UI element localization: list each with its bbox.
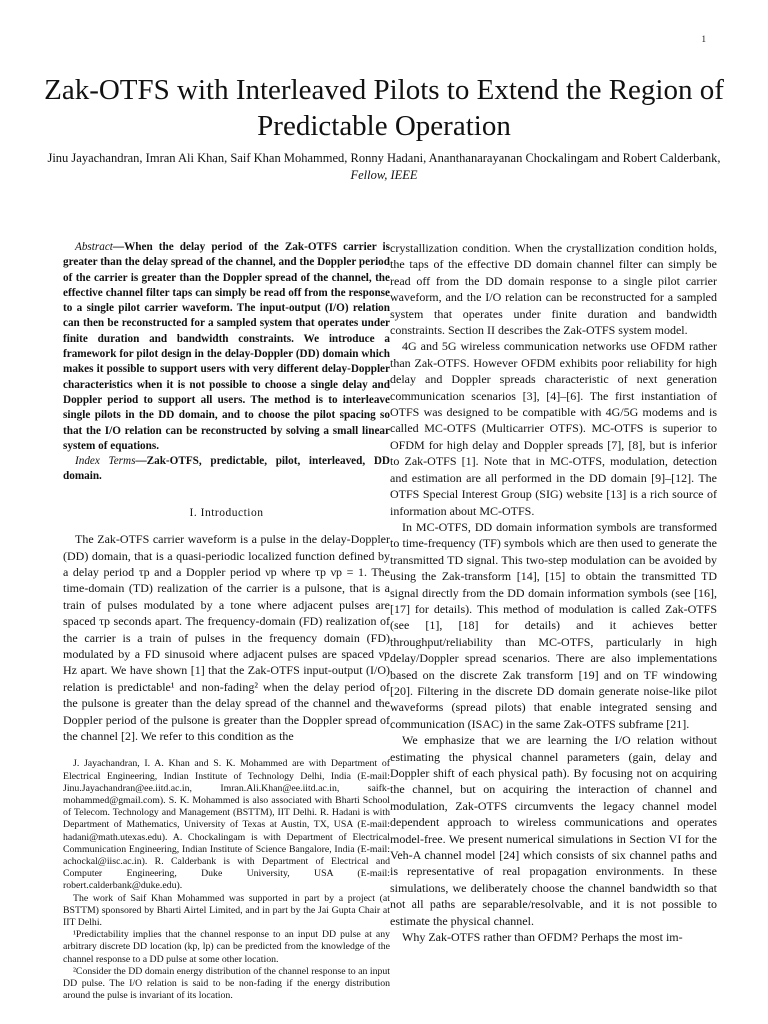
paper-title: Zak-OTFS with Interleaved Pilots to Extend the Region of Predictable Operation: [44, 74, 724, 142]
abstract-text: —When the delay period of the Zak-OTFS carrier is greater than the delay spread of the channel, and the Doppler period of the carrier is greater than the Doppler spread of the channel, the effective channel filter taps can simply be read off from the response to a single pilot carrier waveform. The input-output (I/O) relation can then be reconstructed for a sampled system that operates under finite duration and bandwidth constraints. We introduce a framework for pilot design in the delay-Doppler (DD) domain which makes it possible to support users with very different delay-Doppler characteristics when it is not possible to choose a single delay and Doppler period to support all users. The method is to interleave single pilots in the DD domain, and to choose the pilot spacing so that the I/O relation can be reconstructed by solving a small linear system of equations.: [63, 241, 390, 452]
author-list: [40, 150, 728, 184]
footnote-1: ¹Predictability implies that the channel response to an input DD pulse at any arbitrary discrete DD location (kp, lp) can be predicted from the knowledge of the channel response to a DD pulse at some other location.: [63, 929, 390, 965]
right-paragraph-4: We emphasize that we are learning the I/O relation without estimating the physical channel parameters (gain, delay and Doppler shift of each physical path). By focusing not on acquiring the channel, but on acquiring the interaction of channel and modulation, Zak-OTFS circumvents the legacy channel model dependent approach to wireless communications and operates model-free. We present numerical simulations in Section VI for the Veh-A channel model [24] which consists of six channel paths and is representative of real propagation environments. In these simulations, we deliberately choose the channel bandwidth so that not all paths are separable/resolvable, and it is not possible to estimate the physical channel.: [390, 733, 717, 928]
abstract-label: Abstract: [75, 241, 113, 253]
right-paragraph-3: In MC-OTFS, DD domain information symbols are transformed to time-frequency (TF) symbols which are then used to generate the transmitted TD signal. This two-step modulation can be avoided by using the Zak-transform [14], [15] to obtain the transmitted TD signal directly from the DD domain information symbols (see [16], [17] for details). This method of modulation is called Zak-OTFS (see [1], [18] for details) and it achieves better throughput/reliability than MC-OTFS, particularly in high delay/Doppler spread scenarios. There are also implementations based on the discrete Zak transform [19] and on TF windowing [20]. Filtering in the discrete DD domain generate noise-like pilot waveforms (spread pilots) that enable integrated sensing and communication (ISAC) in the same Zak-OTFS subframe [21].: [390, 519, 717, 731]
footnote-2: ²Consider the DD domain energy distribution of the channel response to an input DD pulse. The I/O relation is said to be non-fading if the energy distribution around the pulse is invariant of its location.: [63, 965, 390, 1002]
index-terms: [63, 454, 390, 485]
right-paragraph-2: 4G and 5G wireless communication networks use OFDM rather than Zak-OTFS. However OFDM exhibits poor reliability for high delay and Doppler spreads characteristic of next generation communication scenarios [3], [4]–[6]. The first instantiation of OTFS was designed to be compatible with 4G/5G modems and is called MC-OTFS (Multicarrier OTFS). MC-OTFS is superior to OFDM for high delay and Doppler spreads [7], [8], but is inferior to Zak-OTFS [1]. Note that in MC-OTFS, modulation, detection and estimation are all performed in the DD domain [9]–[12]. The OTFS Special Interest Group (SIG) website [13] is a rich source of information about MC-OTFS.: [390, 339, 717, 518]
right-column: [390, 240, 717, 945]
footnote-affiliations: J. Jayachandran, I. A. Khan and S. K. Mohammed are with Department of Electrical Engineering, Indian Institute of Technology Delhi, India (E-mail: Jinu.Jayachandran@ee.iitd.ac.in, Imran.Ali.Khan@ee.iitd.ac.in, saifk-mohammed@gmail.com). S. K. Mohammed is also associated with Bharti School of Telecom. Technology and Management (BSTTM), IIT Delhi. R. Hadani is with Department of Mathematics, University of Texas at Austin, TX, USA (E-mail: hadani@math.utexas.edu). A. Chockalingam is with Department of Electrical Communication Engineering, Indian Institute of Science Bangalore, India (E-mail: achockal@iisc.ac.in). R. Calderbank is with Department of Electrical and Computer Engineering, Duke University, USA (E-mail: robert.calderbank@duke.edu).: [63, 758, 390, 892]
intro-paragraph: The Zak-OTFS carrier waveform is a pulse in the delay-Doppler (DD) domain, that is a quasi-periodic localized function defined by a delay period τp and a Doppler period νp where τp νp = 1. The time-domain (TD) realization of the carrier is a pulsone, that is a train of pulses modulated by a tone where adjacent pulses are spaced τp seconds apart. The frequency-domain (FD) realization of the carrier is a train of pulses in the frequency domain (FD) modulated by a FD sinusoid where adjacent pulses are spaced νp Hz apart. We have shown [1] that the Zak-OTFS input-output (I/O) relation is predictable¹ and non-fading² when the delay period of the pulsone is greater than the delay spread of the channel and the Doppler period of the pulsone is greater than the Doppler spread of the channel [2]. We refer to this condition as the: [63, 532, 390, 744]
section-heading-introduction: I. Introduction: [189, 506, 264, 519]
author-fellow-title: Fellow, IEEE: [350, 168, 418, 182]
page-number: 1: [701, 34, 706, 44]
index-terms-label: Index Terms: [75, 455, 136, 468]
author-names: Jinu Jayachandran, Imran Ali Khan, Saif Khan Mohammed, Ronny Hadani, Ananthanarayanan Chockalingam and Robert Calderbank,: [47, 151, 721, 165]
left-column: [63, 240, 390, 1003]
abstract: [63, 240, 390, 454]
index-terms-text: —Zak-OTFS, predictable, pilot, interleaved, DD domain.: [63, 455, 390, 483]
footnotes: [63, 758, 390, 1002]
right-paragraph-1: crystallization condition. When the crystallization condition holds, the taps of the effective DD domain channel filter can simply be read off from the DD domain response to a single pilot carrier waveform, and the I/O relation can be reconstructed for a sampled system that operates under finite duration and bandwidth constraints. Section II describes the Zak-OTFS system model.: [390, 241, 717, 338]
right-paragraph-5: Why Zak-OTFS rather than OFDM? Perhaps the most im-: [402, 930, 683, 945]
footnote-support: The work of Saif Khan Mohammed was supported in part by a project (at BSTTM) sponsored by Bharti Airtel Limited, and in part by the Jai Gupta Chair at IIT Delhi.: [63, 892, 390, 929]
